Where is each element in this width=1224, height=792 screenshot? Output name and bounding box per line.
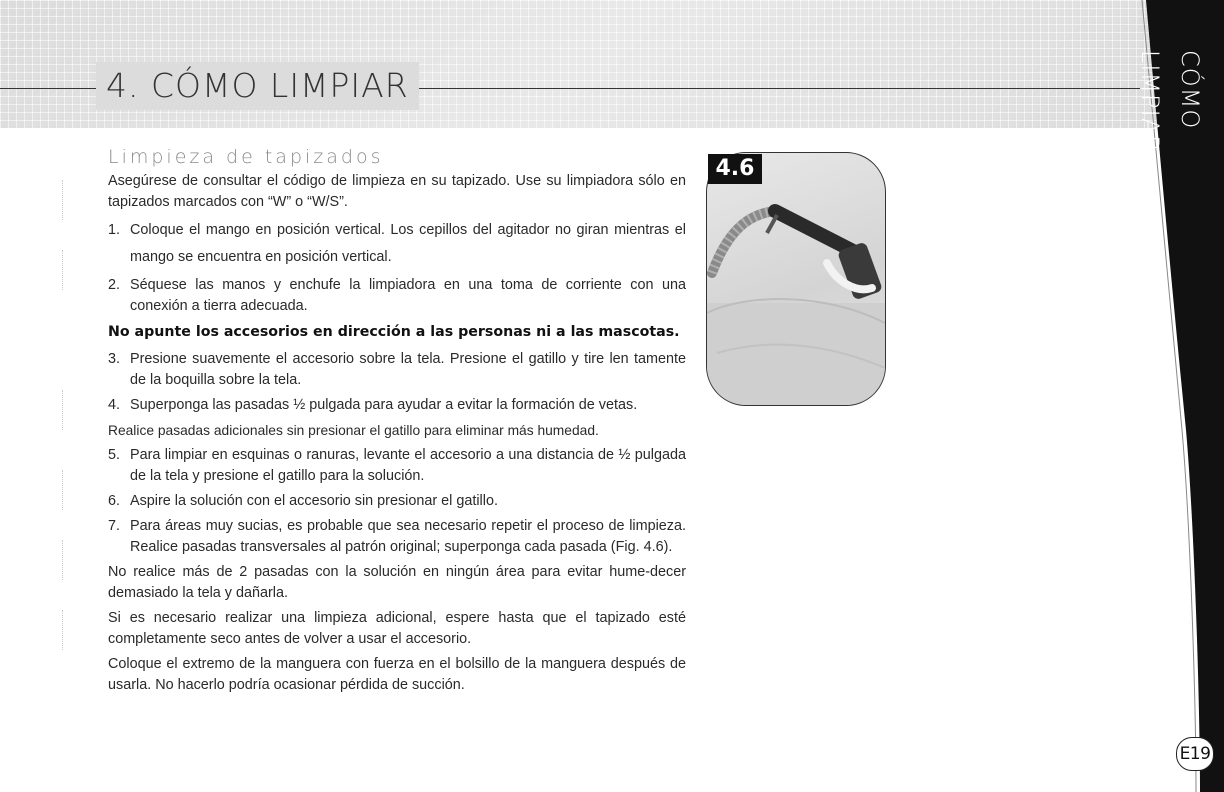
side-tab-title: CÓMO LIMPIAR (1136, 50, 1204, 153)
margin-mark (62, 250, 77, 290)
figure-photo (706, 152, 886, 406)
margin-mark (62, 470, 77, 510)
step-item (108, 217, 686, 271)
page-title: 4. CÓMO LIMPIAR (96, 62, 419, 110)
step-number: 7. (108, 518, 121, 534)
step-text: Presione suavemente el accesorio sobre la tela. Presione el gatillo y tire len tamente de la boquilla sobre la tela. (130, 351, 686, 388)
figure-label: 4.6 (708, 154, 762, 184)
upholstery-tool-illustration (707, 153, 885, 405)
step-number: 6. (108, 493, 121, 509)
step-item (108, 445, 686, 487)
intro-paragraph: Asegúrese de consultar el código de limpieza en su tapizado. Use su limpiadora sólo en tapizados marcados con “W” o “W/S”. (108, 173, 686, 210)
content-column (108, 145, 686, 700)
step-text: Para áreas muy sucias, es probable que sea necesario repetir el proceso de limpieza. Realice pasadas transversales al patrón original; superponga cada pasada (Fig. 4.6). (130, 518, 686, 555)
safety-warning: No apunte los accesorios en dirección a las personas ni a las mascotas. (108, 324, 680, 340)
step-text: Coloque el mango en posición vertical. Los cepillos del agitador no giran mientras el mango se encuentra en posición vertical. (130, 222, 686, 265)
margin-mark (62, 180, 77, 220)
step-text: Séquese las manos y enchufe la limpiadora en una toma de corriente con una conexión a tierra adecuada. (130, 277, 686, 314)
step-item (108, 349, 686, 391)
step-item (108, 491, 686, 512)
step-number: 1. (108, 222, 121, 238)
step-text: Superponga las pasadas ½ pulgada para ayudar a evitar la formación de vetas. (130, 397, 638, 413)
closing-paragraph: Coloque el extremo de la manguera con fuerza en el bolsillo de la manguera después de usarla. No hacerlo podría ocasionar pérdida de succión. (108, 656, 686, 693)
closing-paragraph: No realice más de 2 pasadas con la solución en ningún área para evitar hume-decer demasiado la tela y dañarla. (108, 564, 686, 601)
section-title: Limpieza de tapizados (108, 146, 384, 168)
step-item (108, 275, 686, 317)
margin-mark (62, 390, 77, 430)
margin-mark (62, 610, 77, 650)
page-number: E19 (1176, 737, 1214, 771)
step-number: 4. (108, 397, 121, 413)
step-number: 3. (108, 351, 121, 367)
step-text: Para limpiar en esquinas o ranuras, levante el accesorio a una distancia de ½ pulgada de la tela y presione el gatillo para la solución. (130, 447, 686, 484)
step-text: Aspire la solución con el accesorio sin presionar el gatillo. (130, 493, 498, 509)
step-item (108, 395, 686, 416)
margin-mark (62, 540, 77, 580)
extra-note: Realice pasadas adicionales sin presionar el gatillo para eliminar más humedad. (108, 423, 599, 438)
step-number: 5. (108, 447, 121, 463)
step-item (108, 516, 686, 558)
step-number: 2. (108, 277, 121, 293)
closing-paragraph: Si es necesario realizar una limpieza adicional, espere hasta que el tapizado esté completamente seco antes de volver a usar el accesorio. (108, 610, 686, 647)
